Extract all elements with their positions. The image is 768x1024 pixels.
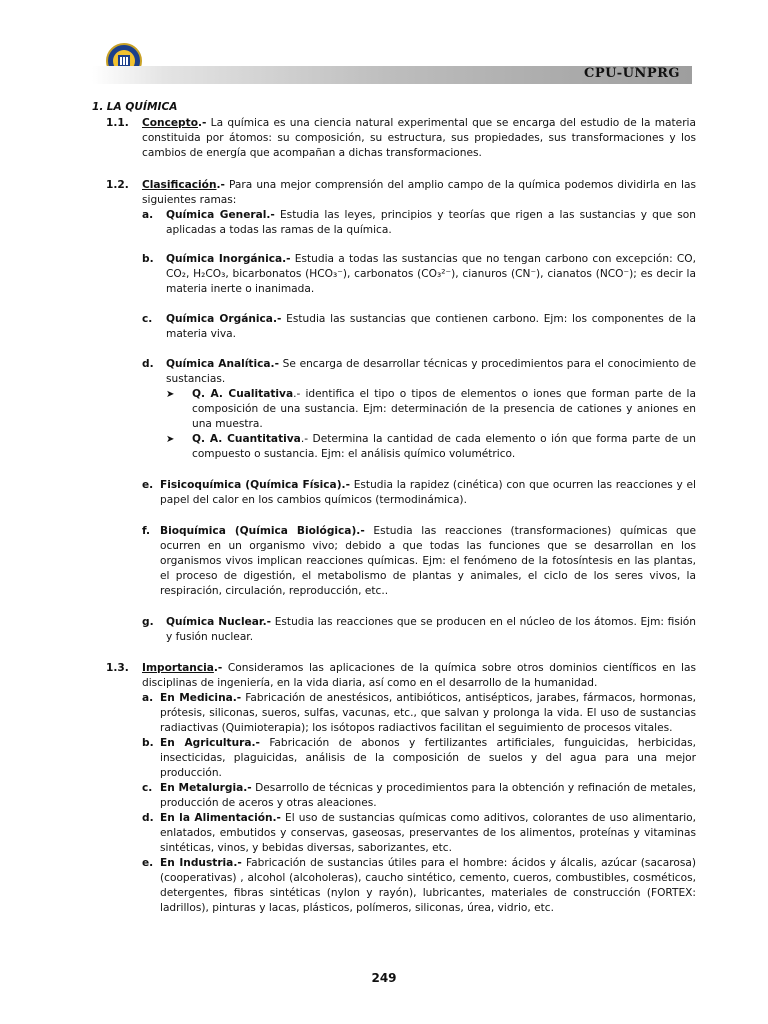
importancia-item-e xyxy=(142,856,697,916)
item-letter: c. xyxy=(142,313,153,325)
clasificacion-sep: .- xyxy=(216,179,225,191)
item-title: Fisicoquímica (Química Física).- xyxy=(160,479,350,491)
item-text: Estudia las sustancias que contienen carbono. Ejm: los componentes de la materia viva. xyxy=(166,313,696,340)
page-number: 249 xyxy=(371,971,397,985)
clasificacion-item-c xyxy=(142,312,696,342)
item-title: En Agricultura.- xyxy=(160,737,260,749)
item-letter: d. xyxy=(142,358,154,370)
item-title: En Industria.- xyxy=(160,857,242,869)
item-title: Química General.- xyxy=(166,209,275,221)
clasificacion-item-g xyxy=(142,615,696,645)
subitem-title: Q. A. Cuantitativa xyxy=(192,433,301,445)
item-letter: e. xyxy=(142,479,154,491)
importancia-title: Importancia xyxy=(142,662,214,674)
item-title: En la Alimentación.- xyxy=(160,812,281,824)
concepto-text: La química es una ciencia natural experimental que se encarga del estudio de la materia constituida por átomos: su composición, su estructura, sus propiedades, sus transformaciones y los cambios de energía que acompañan a dichas transformaciones. xyxy=(142,117,696,159)
item-letter: b. xyxy=(142,253,154,265)
header-title: CPU-UNPRG xyxy=(583,66,680,81)
item-title: En Metalurgia.- xyxy=(160,782,252,794)
item-text: Estudia la rapidez (cinética) con que ocurren las reacciones y el papel del calor en los cambios químicos (termodinámica). xyxy=(160,479,696,506)
clasificacion-item-e xyxy=(142,478,696,508)
item-text: Estudia a todas las sustancias que no tengan carbono con excepción: CO, CO₂, H₂CO₃, bicarbonatos (HCO₃⁻), carbonatos (CO₃²⁻), cianuros (CN⁻), cianatos (NCO⁻); es decir la materia inerte o inanimada. xyxy=(166,253,696,295)
item-title: Química Analítica.- xyxy=(166,358,279,370)
subitem-text: .- identifica el tipo o tipos de elementos o iones que forman parte de la composición de una sustancia. Ejm: determinación de la presencia de cationes y aniones en una muestra. xyxy=(192,388,696,430)
item-text: Fabricación de anestésicos, antibióticos, antisépticos, jarabes, fármacos, hormonas, prótesis, siliconas, sueros, sulfas, vacunas, etc., que salvan y prolonga la vida. El uso de sustancias radiactivas (Quimioterapia); los isótopos radiactivos facilitan el seguimiento de procesos vitales. xyxy=(160,692,697,734)
arrow-bullet-icon: ➤ xyxy=(166,389,175,400)
importancia-sep: .- xyxy=(213,662,223,674)
item-text: Desarrollo de técnicas y procedimientos para la obtención y refinación de metales, producción de aceros y otras aleaciones. xyxy=(160,782,696,809)
concepto-sep: .- xyxy=(198,117,207,129)
item-letter: d. xyxy=(142,812,154,824)
clasificacion-item-f xyxy=(142,524,696,599)
concepto-title: Concepto xyxy=(142,117,198,129)
item-letter: e. xyxy=(142,857,154,869)
item-title: Química Orgánica.- xyxy=(166,313,282,325)
item-letter: a. xyxy=(142,209,154,221)
importancia-item-c xyxy=(142,781,696,811)
item-letter: b. xyxy=(142,737,154,749)
importancia-paragraph xyxy=(106,661,696,691)
item-title: Bioquímica (Química Biológica).- xyxy=(160,525,365,537)
subitem-text: .- Determina la cantidad de cada elemento o ión que forma parte de un compuesto o sustancia. Ejm: el análisis químico volumétrico. xyxy=(192,433,697,460)
clasificacion-item-d xyxy=(142,357,696,387)
concepto-paragraph xyxy=(106,116,696,161)
clasificacion-number: 1.2. xyxy=(106,179,129,191)
item-title: Química Inorgánica.- xyxy=(166,253,291,265)
item-text: Estudia las reacciones que se producen en el núcleo de los átomos. Ejm: fisión y fusión nuclear. xyxy=(166,616,696,643)
importancia-item-b xyxy=(142,736,696,781)
item-letter: a. xyxy=(142,692,154,704)
page-content xyxy=(92,100,696,916)
clasificacion-text: Para una mejor comprensión del amplio campo de la química podemos dividirla en las siguientes ramas: xyxy=(142,179,696,206)
importancia-item-d xyxy=(142,811,697,856)
item-text: Fabricación de sustancias útiles para el hombre: ácidos y álcalis, azúcar (sacarosa) (cooperativas) , alcohol (alcoholeras), caucho sintético, cemento, cueros, combustibles, cosméticos, detergentes, fibras sintéticas (nylon y rayón), lubricantes, materiales de construcción (FORTEX: ladrillos), pinturas y lacas, plásticos, polímeros, siliconas, úrea, vidrio, etc. xyxy=(160,857,697,914)
analitica-subitem-cualitativa xyxy=(166,387,696,432)
item-text: Fabricación de abonos y fertilizantes artificiales, funguicidas, herbicidas, insecticidas, plaguicidas, análisis de la composición de suelos y del agua para una mejor producción. xyxy=(160,737,696,779)
section-heading xyxy=(92,100,696,115)
item-text: Estudia las leyes, principios y teorías que rigen a las sustancias y que son aplicadas a todas las ramas de la química. xyxy=(166,209,696,236)
item-title: En Medicina.- xyxy=(160,692,242,704)
item-letter: g. xyxy=(142,616,154,628)
importancia-text: Consideramos las aplicaciones de la química sobre otros dominios científicos en las disciplinas de ingeniería, en la vida diaria, así como en el desarrollo de la humanidad. xyxy=(142,662,696,689)
concepto-number: 1.1. xyxy=(106,117,129,129)
section-title: LA QUÍMICA xyxy=(106,101,178,113)
clasificacion-item-a xyxy=(142,208,696,238)
item-text: El uso de sustancias químicas como aditivos, colorantes de uso alimentario, enlatados, embutidos y conservas, gaseosas, preservantes de los alimentos, proteínas y vitaminas sintéticas, vinos, y bebidas diversas, saborizantes, etc. xyxy=(160,812,697,854)
item-title: Química Nuclear.- xyxy=(166,616,272,628)
item-letter: f. xyxy=(142,525,151,537)
page-header xyxy=(92,63,692,85)
importancia-item-a xyxy=(142,691,697,736)
item-letter: c. xyxy=(142,782,153,794)
importancia-number: 1.3. xyxy=(106,662,129,674)
clasificacion-item-b xyxy=(142,252,696,297)
item-text: Estudia las reacciones (transformaciones) químicas que ocurren en un organismo vivo; debido a que todas las funciones que se desarrollan en los organismos vivos implican reacciones químicas. Ejm: el fenómeno de la fotosíntesis en las plantas, el proceso de digestión, el metabolismo de plantas y animales, el ciclo de los seres vivos, la respiración, circulación, reproducción, etc.. xyxy=(160,525,696,597)
clasificacion-title: Clasificación xyxy=(142,179,217,191)
subitem-title: Q. A. Cualitativa xyxy=(192,388,294,400)
analitica-subitem-cuantitativa xyxy=(166,432,697,462)
arrow-bullet-icon: ➤ xyxy=(166,434,175,445)
section-number: 1. xyxy=(92,101,104,113)
item-text: Se encarga de desarrollar técnicas y procedimientos para el conocimiento de sustancias. xyxy=(166,358,696,385)
clasificacion-paragraph xyxy=(106,178,696,208)
